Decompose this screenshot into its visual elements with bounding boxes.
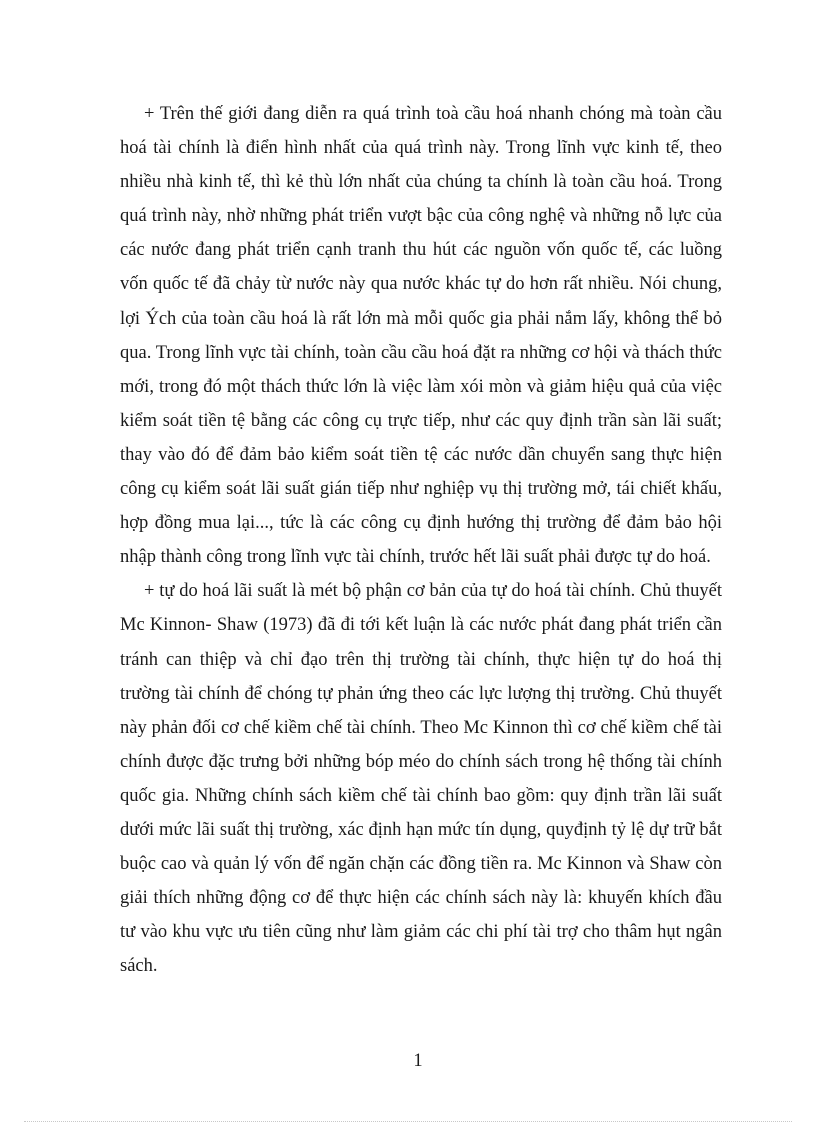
page-number: 1 (413, 1051, 423, 1071)
paragraph-interest-rate-liberalization: + tự do hoá lãi suất là mét bộ phận cơ bản của tự do hoá tài chính. Chủ thuyết Mc Kinnon- Shaw (1973) đã đi tới kết luận là các nước phát đang phát triển cần tránh can thiệp và chỉ đạo trên thị trường tài chính, thực hiện tự do hoá thị trường tài chính để chóng tự phản ứng theo các lực lượng thị trường. Chủ thuyết này phản đối cơ chế kiềm chế tài chính. Theo Mc Kinnon thì cơ chế kiềm chế tài chính được đặc trưng bởi những bóp méo do chính sách trong hệ thống tài chính quốc gia. Những chính sách kiềm chế tài chính bao gồm: quy định trần lãi suất dưới mức lãi suất thị trường, xác định hạn mức tín dụng, quyđịnh tỷ lệ dự trữ bắt buộc cao và quản lý vốn để ngăn chặn các đồng tiền ra. Mc Kinnon và Shaw còn giải thích những động cơ để thực hiện các chính sách này là: khuyến khích đầu tư vào khu vực ưu tiên cũng như làm giảm các chi phí tài trợ cho thâm hụt ngân sách. (120, 581, 722, 977)
paragraph-globalization: + Trên thế giới đang diễn ra quá trình toà cầu hoá nhanh chóng mà toàn cầu hoá tài chính là điển hình nhất của quá trình này. Trong lĩnh vực kinh tế, theo nhiều nhà kinh tế, thì kẻ thù lớn nhất của chúng ta chính là toàn cầu hoá. Trong quá trình này, nhờ những phát triển vượt bậc của công nghệ và những nỗ lực của các nước đang phát triển cạnh tranh thu hút các nguồn vốn quốc tế, các luồng vốn quốc tế đã chảy từ nước này qua nước khác tự do hơn rất nhiều. Nói chung, lợi Ých của toàn cầu hoá là rất lớn mà mỗi quốc gia phải nắm lấy, không thể bỏ qua. Trong lĩnh vực tài chính, toàn cầu cầu hoá đặt ra những cơ hội và thách thức mới, trong đó một thách thức lớn là việc làm xói mòn và giảm hiệu quả của việc kiểm soát tiền tệ bằng các công cụ trực tiếp, như các quy định trần sàn lãi suất; thay vào đó để đảm bảo kiểm soát tiền tệ các nước dần chuyển sang thực hiện công cụ kiểm soát lãi suất gián tiếp như nghiệp vụ thị trường mở, tái chiết khấu, hợp đồng mua lại..., tức là các công cụ định hướng thị trường để đảm bảo hội nhập thành công trong lĩnh vực tài chính, trước hết lãi suất phải được tự do hoá. (120, 104, 722, 568)
body-text (120, 97, 722, 983)
page-bottom-edge (24, 1121, 792, 1122)
